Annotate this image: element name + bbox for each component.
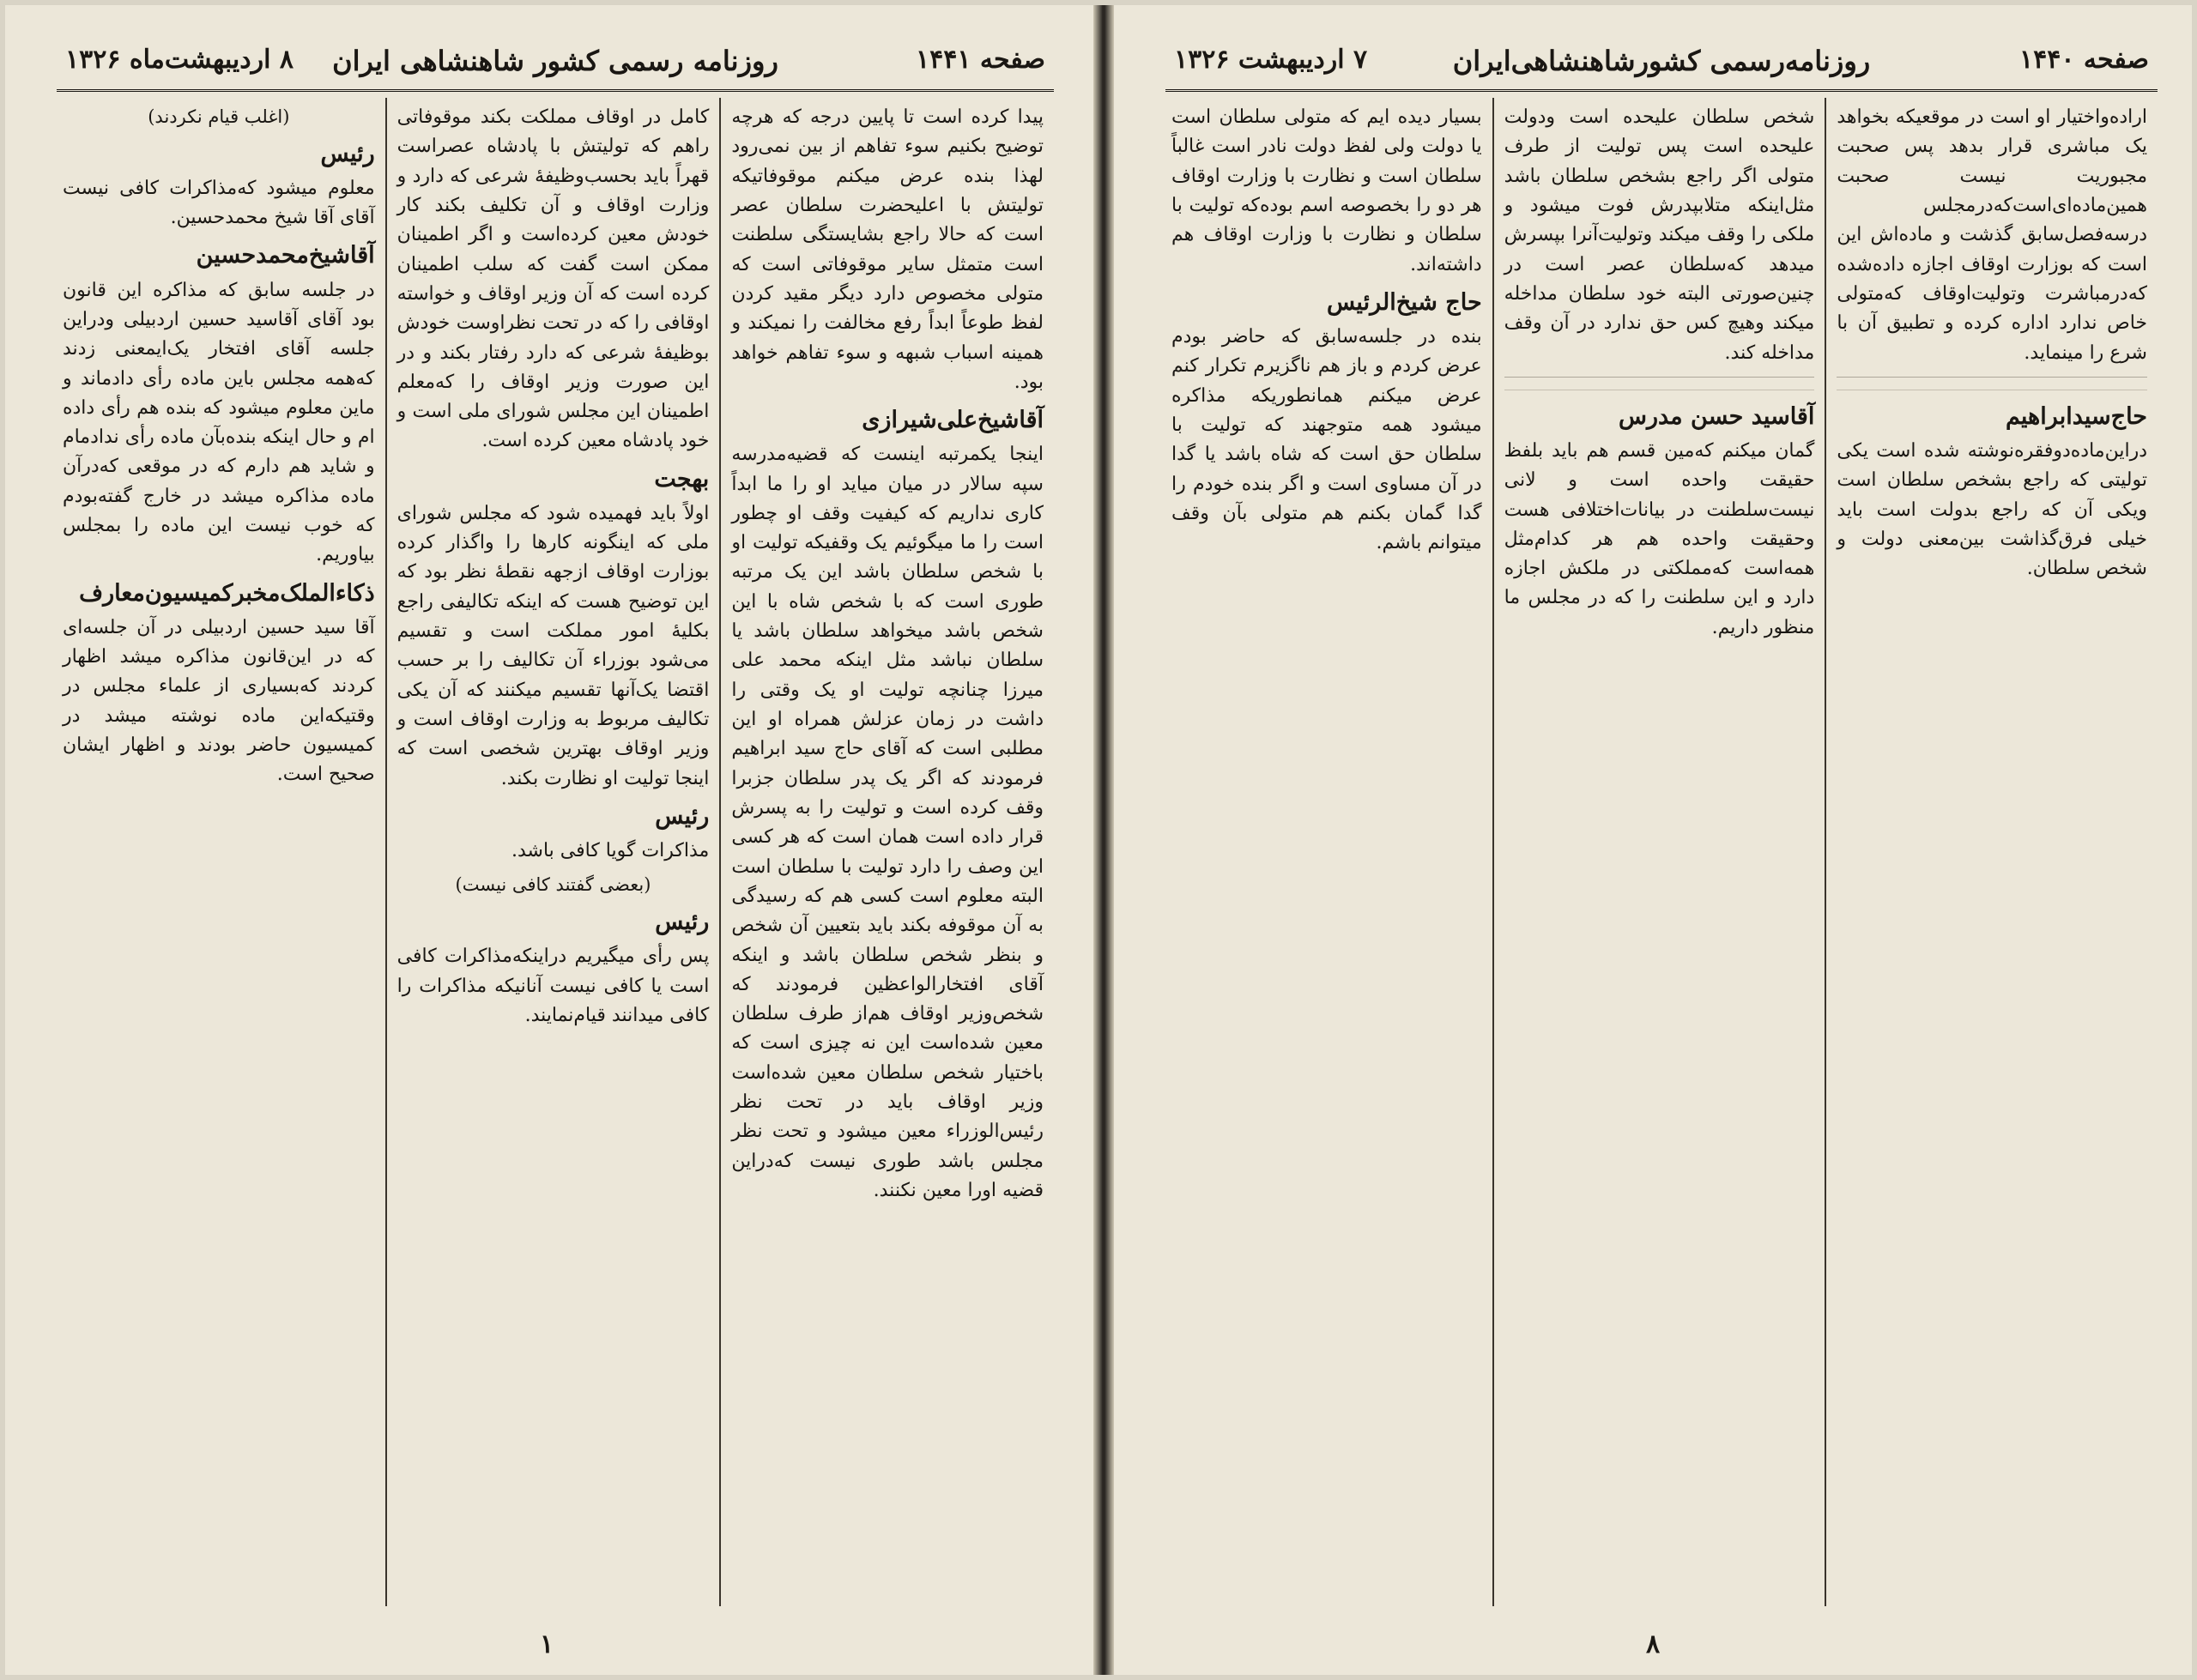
speaker-heading: رئیس xyxy=(320,140,375,167)
article-paragraph: معلوم میشود که‌مذاکرات کافی نیست آقای آقا شیخ محمدحسین. xyxy=(62,177,375,229)
speaker-heading: بهجت xyxy=(654,465,710,493)
right-newspaper-title: روزنامه‌رسمی کشورشاهنشاهی‌ایران xyxy=(1452,45,1871,77)
left-masthead xyxy=(57,38,1054,92)
speaker-heading: آقاسید حسن مدرس xyxy=(1618,402,1815,430)
article-paragraph: شخص سلطان علیحده است ودولت علیحده است پس تولیت از طرف متولی اگر راجع بشخص سلطان باشد مثل‌اینکه متلابپدرش فوت میشود و ملکی را وقف میکند وتولیت‌آنرا بپسرش میدهد که‌سلطان عصر است در چنین‌صورتی البته خود سلطان مداخله میکند وهیچ کس حق ندارد در آن وقف مداخله کند. xyxy=(1504,106,1815,364)
left-column-2 xyxy=(385,98,720,1606)
speaker-heading: ذکاءالملک‌مخبر‌کمیسیون‌معارف xyxy=(79,579,375,607)
left-footer-number: ۱ xyxy=(539,1629,554,1659)
left-date: ۸ اردیبهشت‌ماه ۱۳۲۶ xyxy=(65,45,294,75)
left-newspaper-title: روزنامه رسمی کشور شاهنشاهی ایران xyxy=(332,45,778,77)
speaker-heading: آقاشیخ‌علی‌شیرازی xyxy=(862,407,1044,434)
right-footer-number: ۸ xyxy=(1645,1629,1661,1659)
session-note: (بعضی گفتند کافی نیست) xyxy=(455,874,651,896)
left-column-3 xyxy=(52,98,385,1606)
article-paragraph: اولاً باید فهمیده شود که مجلس شورای ملی که اینگونه کارها را واگذار کرده بوزارت اوقاف ازجهه نقطهٔ نظر بود که این توضیح هست که اینکه تکالیفی راجع بکلیهٔ امور مملکت است و تقسیم می‌شود بوزراء آن تکالیف را بر حسب اقتضا یک‌آنها تقسیم میکنند که آن یکی تکالیف مربوط به وزارت اوقاف است و وزیر اوقاف بهترین شخصی است که اینجا تولیت او نظارت بکند. xyxy=(396,502,710,789)
speaker-heading: حاج شیخ‌الرئیس xyxy=(1327,288,1482,316)
right-columns xyxy=(1161,98,2158,1606)
right-column-3 xyxy=(1161,98,1492,1606)
article-paragraph: دراین‌ماده‌دوفقره‌نوشته شده است یکی تولیتی که راجع بشخص سلطان است ویکی آن که راجع بدولت است باید خیلی فرق‌گذاشت بین‌معنی دولت و شخص سلطان. xyxy=(1837,439,2147,580)
newspaper-spread xyxy=(5,5,2192,1675)
right-date: ۷ اردیبهشت ۱۳۲۶ xyxy=(1174,45,1368,75)
article-paragraph: بسیار دیده ایم که متولی سلطان است یا دولت ولی لفظ دولت نادر است غالباً سلطان است و نظارت با وزارت اوقاف هر دو را بخصوصه اسم بوده‌که تولیت با سلطان و نظارت با وزارت اوقاف هم داشته‌اند. xyxy=(1171,106,1482,275)
right-column-2 xyxy=(1492,98,1825,1606)
speaker-heading: رئیس xyxy=(655,802,710,830)
speaker-heading: آقاشیخ‌محمدحسین xyxy=(196,242,375,269)
speaker-heading: رئیس xyxy=(655,909,710,936)
article-paragraph: پس رأی میگیریم دراینکه‌مذاکرات کافی است یا کافی نیست آنانیکه مذاکرات را کافی میدانند قیام‌نمایند. xyxy=(396,946,710,1026)
article-paragraph: کامل در اوقاف مملکت بکند موقوفاتی راهم که تولیتش با پادشاه عصراست قهراً باید بحسب‌وظیفهٔ شرعی که دارد و وزارت اوقاف و آن تکلیف بکند کار خودش معین کرده‌است و اگر اطمینان ممکن است گفت که سلب اطمینان کرده است که آن وزیر اوقاف و خواسته اوقافی را که در تحت نظراوست خودش بوظیفهٔ شرعی که دارد رفتار بکند و در این صورت وزیر اوقاف را که‌معلم اطمینان این مجلس شورای ملی است و خود پادشاه معین کرده است. xyxy=(396,106,710,452)
article-paragraph: در جلسه سابق که مذاکره این قانون بود آقای آقاسید حسین اردبیلی ودراین جلسه آقای افتخار یک‌ایمعنی زدند که‌همه مجلس باین ماده رأی دادماند و ماین معلوم میشود که بنده هم رأی داده ام و حال اینکه بنده‌بآن ماده رأی ندادمام و شاید هم دارم که در موقعی که‌درآن ماده مذاکره میشد در خارج گفته‌بودم که خوب نیست این ماده را بمجلس بیاوریم. xyxy=(62,279,375,566)
right-page-number: صفحه ۱۴۴۰ xyxy=(2019,45,2149,75)
right-column-1 xyxy=(1825,98,2158,1606)
article-paragraph: گمان میکنم که‌مین قسم هم باید بلفظ حقیقت واحده است و لانی نیست‌سلطنت در بیانات‌اختلافی هست وحقیقت واحده هم هر کدام‌مثل همه‌است که‌مملکتی در ملکش اجازه دارد و این سلطنت را که در مجلس ما منظور داریم. xyxy=(1504,439,1815,638)
text-filler xyxy=(1504,377,1815,390)
left-page xyxy=(5,5,1088,1675)
article-paragraph: مذاکرات گویا کافی باشد. xyxy=(511,840,710,862)
article-paragraph: اینجا یکمرتبه اینست که قضیه‌مدرسه سپه سالار در میان میاید او را ما ابداً کاری نداریم که کیفیت وقف او چطور است را ما میگوئیم یک وقفیکه تولیت او با شخص سلطان باشد این یک مرتبه طوری است که با شخص شاه با این شخص باشد میخواهد سلطان باشد یا سلطان نباشد مثل اینکه محمد علی میرزا چنانچه تولیت او یک وقتی را داشت در زمان عزلش همراه او این مطلبی است که آقای حاج سید ابراهیم فرمودند که اگر یک پدر سلطان جزبرا وقف کرده است و تولیت را به پسرش قرار داده است همان است که هر کسی این وصف را دارد تولیت با سلطان است البته معلوم است کسی هم که رسیدگی به آن موقوفه بکند باید بتعیین آن شخص و بنظر شخص سلطان باشد و اینکه آقای افتخارالواعظین فرمودند که شخص‌وزیر اوقاف هم‌از طرف سلطان معین شده‌است این نه چیزی است که باختیار شخص سلطان معین شده‌است وزیر اوقاف باید در تحت نظر رئیس‌الوزراء معین میشود و تحت نظر مجلس باشد طوری نیست که‌دراین قضیه اورا معین نکنند. xyxy=(731,444,1044,1202)
right-page xyxy=(1114,5,2192,1675)
speaker-heading: حاج‌سیدابراهیم xyxy=(2005,402,2147,430)
article-paragraph: اراده‌واختیار او است در موقعیکه بخواهد یک مباشری قرار بدهد پس صحبت مجبوریت نیست صحبت همین‌ماده‌ای‌است‌که‌درمجلس درسه‌فصل‌سابق گذشت و ماده‌اش این است که بوزارت اوقاف اجازه داده‌شده که‌درمباشرت وتولیت‌اوقاف که‌متولی خاص ندارد اداره کرده و تطبیق آن با شرع را مینماید. xyxy=(1837,106,2147,364)
book-gutter xyxy=(1093,5,1114,1675)
left-column-1 xyxy=(719,98,1054,1606)
text-filler xyxy=(1837,377,2147,390)
article-paragraph: آقا سید حسین اردبیلی در آن جلسه‌ای که در این‌قانون مذاکره میشد اظهار کردند که‌بسیاری از علماء مجلس در وقتیکه‌این ماده نوشته میشد در کمیسیون حاضر بودند و اظهار ایشان صحیح است. xyxy=(62,616,375,786)
session-note: (اغلب قیام نکردند) xyxy=(148,106,290,127)
left-columns xyxy=(52,98,1054,1606)
left-page-number: صفحه ۱۴۴۱ xyxy=(916,45,1045,75)
right-masthead xyxy=(1165,38,2158,92)
article-paragraph: بنده در جلسه‌سابق که حاضر بودم عرض کردم و باز هم ناگزیرم تکرار کنم عرض میکنم همانطوریکه مذاکره میشود همه متوجهند که تولیت با سلطان حق است که شاه باشد یا گدا در آن مساوی است و اگر بنده خودم را گدا گمان بکنم هم متولی بآن وقف میتوانم باشم. xyxy=(1171,325,1482,554)
article-paragraph: پیدا کرده است تا پایین درجه که هرچه توضیح بکنیم سوء تفاهم از بین نمی‌رود لهذا بنده عرض میکنم موقوفاتیکه تولیتش با اعلیحضرت سلطان عصر است که حالا راجع بشایستگی سلطنت است متمثل سایر موقوفاتی است که متولی مخصوص دارد دیگر مقید کردن لفظ طوعاً ابداً رفع مخالفت را نمیکند و همینه اسباب شبهه و سوء تفاهم خواهد بود. xyxy=(731,106,1044,393)
